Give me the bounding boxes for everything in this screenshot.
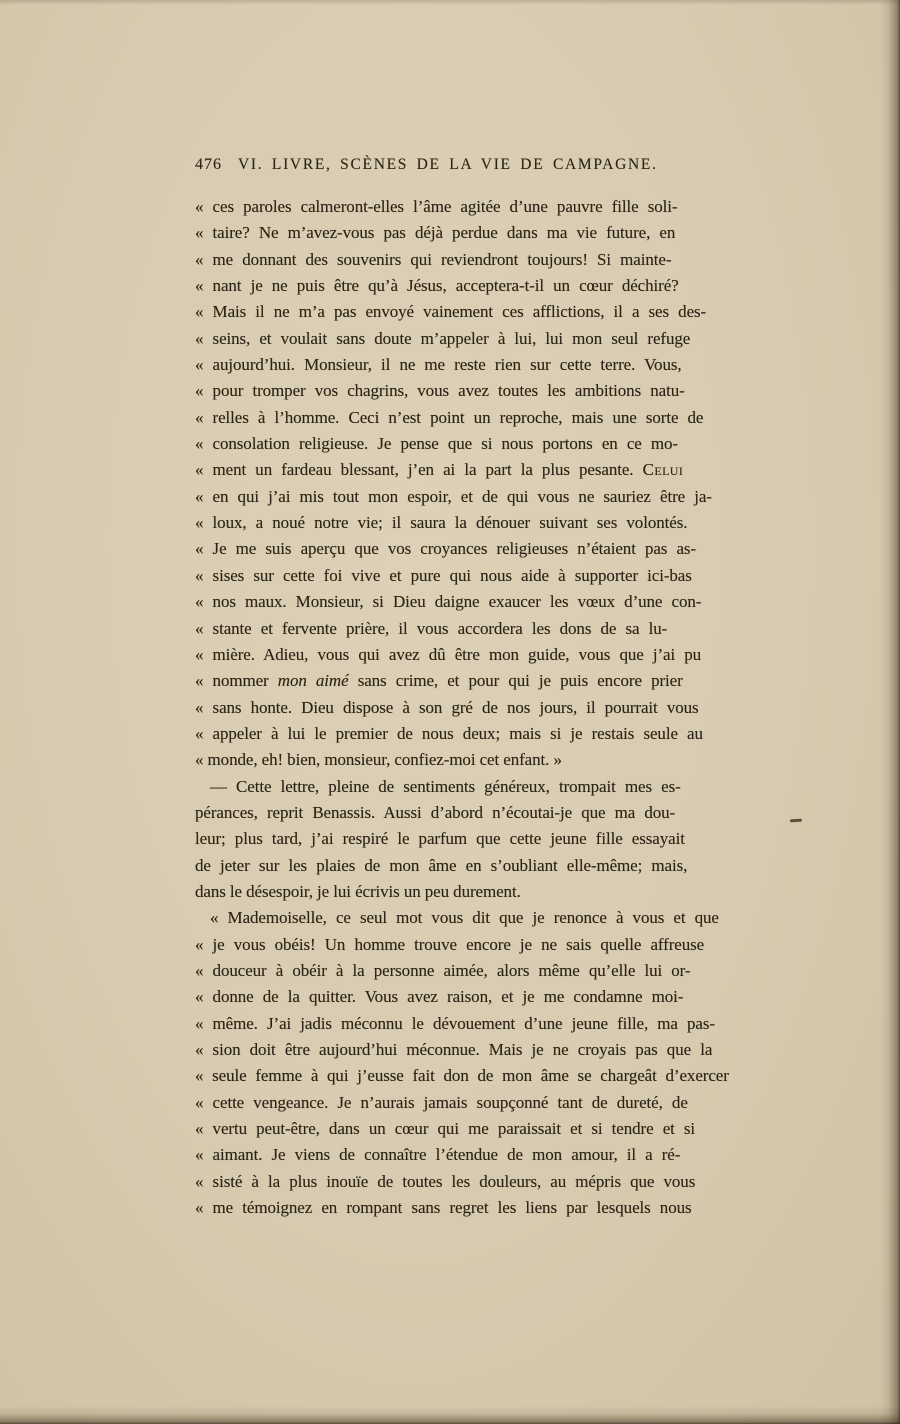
- text-line-content: « nos maux. Monsieur, si Dieu daigne exaucer les vœux d’une con-: [195, 592, 702, 612]
- text-line: [195, 536, 729, 562]
- text-line: [195, 563, 729, 589]
- text-line: [195, 853, 729, 879]
- text-line-content: « mière. Adieu, vous qui avez dû être mon guide, vous que j’ai pu: [195, 644, 702, 664]
- text-line: [195, 510, 729, 536]
- text-line: [195, 695, 729, 721]
- text-line: [195, 1116, 729, 1142]
- text-line-content: « sion doit être aujourd’hui méconnue. Mais je ne croyais pas que la: [195, 1040, 713, 1059]
- small-caps-word: Celui: [642, 460, 684, 480]
- text-line-content: « sisté à la plus inouïe de toutes les douleurs, au mépris que vous: [195, 1171, 696, 1191]
- text-line: [195, 1090, 729, 1116]
- text-line: [195, 326, 729, 352]
- text-segment: « ment un fardeau blessant, j’en ai la part la plus pesante.: [195, 460, 643, 480]
- text-line-content: « vertu peut-être, dans un cœur qui me paraissait et si tendre et si: [195, 1119, 696, 1139]
- text-line: [195, 826, 729, 852]
- text-line-content: pérances, reprit Benassis. Aussi d’abord n’écoutai-je que ma dou-: [195, 802, 676, 822]
- text-line: [195, 378, 729, 404]
- text-line: [195, 1063, 729, 1089]
- text-line-content: « en qui j’ai mis tout mon espoir, et de qui vous ne sauriez être ja-: [195, 486, 712, 506]
- text-line-content: « taire? Ne m’avez-vous pas déjà perdue dans ma vie future, en: [195, 223, 676, 243]
- page-edge-shadow-top: [0, 0, 900, 5]
- text-line-content: « je vous obéis! Un homme trouve encore je ne sais quelle affreuse: [195, 934, 705, 954]
- page-edge-shadow-bottom: [0, 1406, 900, 1424]
- text-line-content: « seule femme à qui j’eusse fait don de mon âme se chargeât d’exercer: [195, 1066, 729, 1086]
- text-line-content: « seins, et voulait sans doute m’appeler à lui, lui mon seul refuge: [195, 328, 691, 348]
- text-line-content: « me témoignez en rompant sans regret les liens par lesquels nous: [195, 1198, 692, 1218]
- text-line: [195, 1011, 729, 1037]
- text-line: [195, 484, 729, 510]
- text-line: [195, 247, 729, 273]
- text-line-content: « pour tromper vos chagrins, vous avez toutes les ambitions natu-: [195, 381, 685, 401]
- text-line-content: « stante et fervente prière, il vous accordera les dons de sa lu-: [195, 618, 668, 638]
- text-line-content: « ces paroles calmeront-elles l’âme agitée d’une pauvre fille soli-: [195, 197, 678, 216]
- text-line-content: « donne de la quitter. Vous avez raison, et je me condamne moi-: [195, 987, 684, 1007]
- text-line: [195, 299, 729, 325]
- text-line: [195, 405, 729, 431]
- text-line-content: leur; plus tard, j’ai respiré le parfum que cette jeune fille essayait: [195, 829, 685, 849]
- text-line-content: « aimant. Je viens de connaître l’étendue de mon amour, il a ré-: [195, 1145, 681, 1165]
- text-line-content: de jeter sur les plaies de mon âme en s’oubliant elle-même; mais,: [195, 855, 688, 875]
- text-line: [195, 642, 729, 668]
- text-line: [195, 905, 729, 931]
- text-line: [195, 220, 729, 246]
- text-segment: « nommer: [195, 671, 278, 691]
- text-line-content: « cette vengeance. Je n’aurais jamais soupçonné tant de dureté, de: [195, 1092, 688, 1112]
- text-line-content: « Mademoiselle, ce seul mot vous dit que je renonce à vous et que: [210, 908, 719, 928]
- text-line: [195, 879, 729, 905]
- text-line: [195, 747, 729, 773]
- text-line-content: « même. J’ai jadis méconnu le dévouement d’une jeune fille, ma pas-: [195, 1013, 715, 1033]
- text-line-content: [195, 668, 683, 694]
- text-line: [195, 958, 729, 984]
- text-line: [195, 668, 729, 694]
- text-line-content: « sises sur cette foi vive et pure qui nous aide à supporter ici-bas: [195, 565, 692, 585]
- text-line-content: « Je me suis aperçu que vos croyances religieuses n’étaient pas as-: [195, 539, 697, 559]
- text-line-content: « douceur à obéir à la personne aimée, alors même qu’elle lui or-: [195, 960, 691, 980]
- text-line-content: « aujourd’hui. Monsieur, il ne me reste rien sur cette terre. Vous,: [195, 355, 682, 375]
- text-line: [195, 1142, 729, 1168]
- stray-ink-mark: [790, 819, 802, 823]
- text-line-content: « monde, eh! bien, monsieur, confiez-moi cet enfant. »: [195, 750, 562, 770]
- text-segment: sans crime, et pour qui je puis encore prier: [348, 671, 683, 691]
- text-line: [195, 1037, 729, 1063]
- page-number: 476: [195, 156, 222, 173]
- text-line-content: « sans honte. Dieu dispose à son gré de nos jours, il pourrait vous: [195, 697, 699, 717]
- text-line-content: « relles à l’homme. Ceci n’est point un reproche, mais une sorte de: [195, 407, 704, 427]
- text-line: [195, 457, 729, 483]
- text-line: [195, 273, 729, 299]
- text-line: [195, 589, 729, 615]
- text-line: [195, 431, 729, 457]
- text-line-content: « consolation religieuse. Je pense que si nous portons en ce mo-: [195, 434, 678, 454]
- text-line: [195, 1195, 729, 1221]
- text-line-content: « appeler à lui le premier de nous deux; mais si je restais seule au: [195, 723, 703, 743]
- text-line: [195, 800, 729, 826]
- text-line: [195, 721, 729, 747]
- text-line-content: « me donnant des souvenirs qui reviendront toujours! Si mainte-: [195, 249, 672, 269]
- text-line: [195, 194, 729, 220]
- text-line-content: — Cette lettre, pleine de sentiments généreux, trompait mes es-: [210, 776, 681, 796]
- text-line-content: « loux, a noué notre vie; il saura la dénouer suivant ses volontés.: [195, 513, 688, 533]
- text-line: [195, 984, 729, 1010]
- text-line-content: « Mais il ne m’a pas envoyé vainement ces afflictions, il a ses des-: [195, 302, 707, 322]
- text-line: [195, 774, 729, 800]
- page-edge-shadow-right: [880, 0, 900, 1424]
- italic-phrase: mon aimé: [277, 671, 349, 691]
- text-line: [195, 1169, 729, 1195]
- text-line: [195, 352, 729, 378]
- running-header-title: VI. LIVRE, SCÈNES DE LA VIE DE CAMPAGNE.: [238, 156, 658, 173]
- text-line: [195, 616, 729, 642]
- page-text: [195, 194, 729, 1221]
- text-line: [195, 932, 729, 958]
- running-header: [195, 156, 729, 174]
- text-line-content: dans le désespoir, je lui écrivis un peu durement.: [195, 881, 521, 901]
- text-line-content: « nant je ne puis être qu’à Jésus, acceptera-t-il un cœur déchiré?: [195, 276, 679, 296]
- text-line-content: [195, 457, 683, 483]
